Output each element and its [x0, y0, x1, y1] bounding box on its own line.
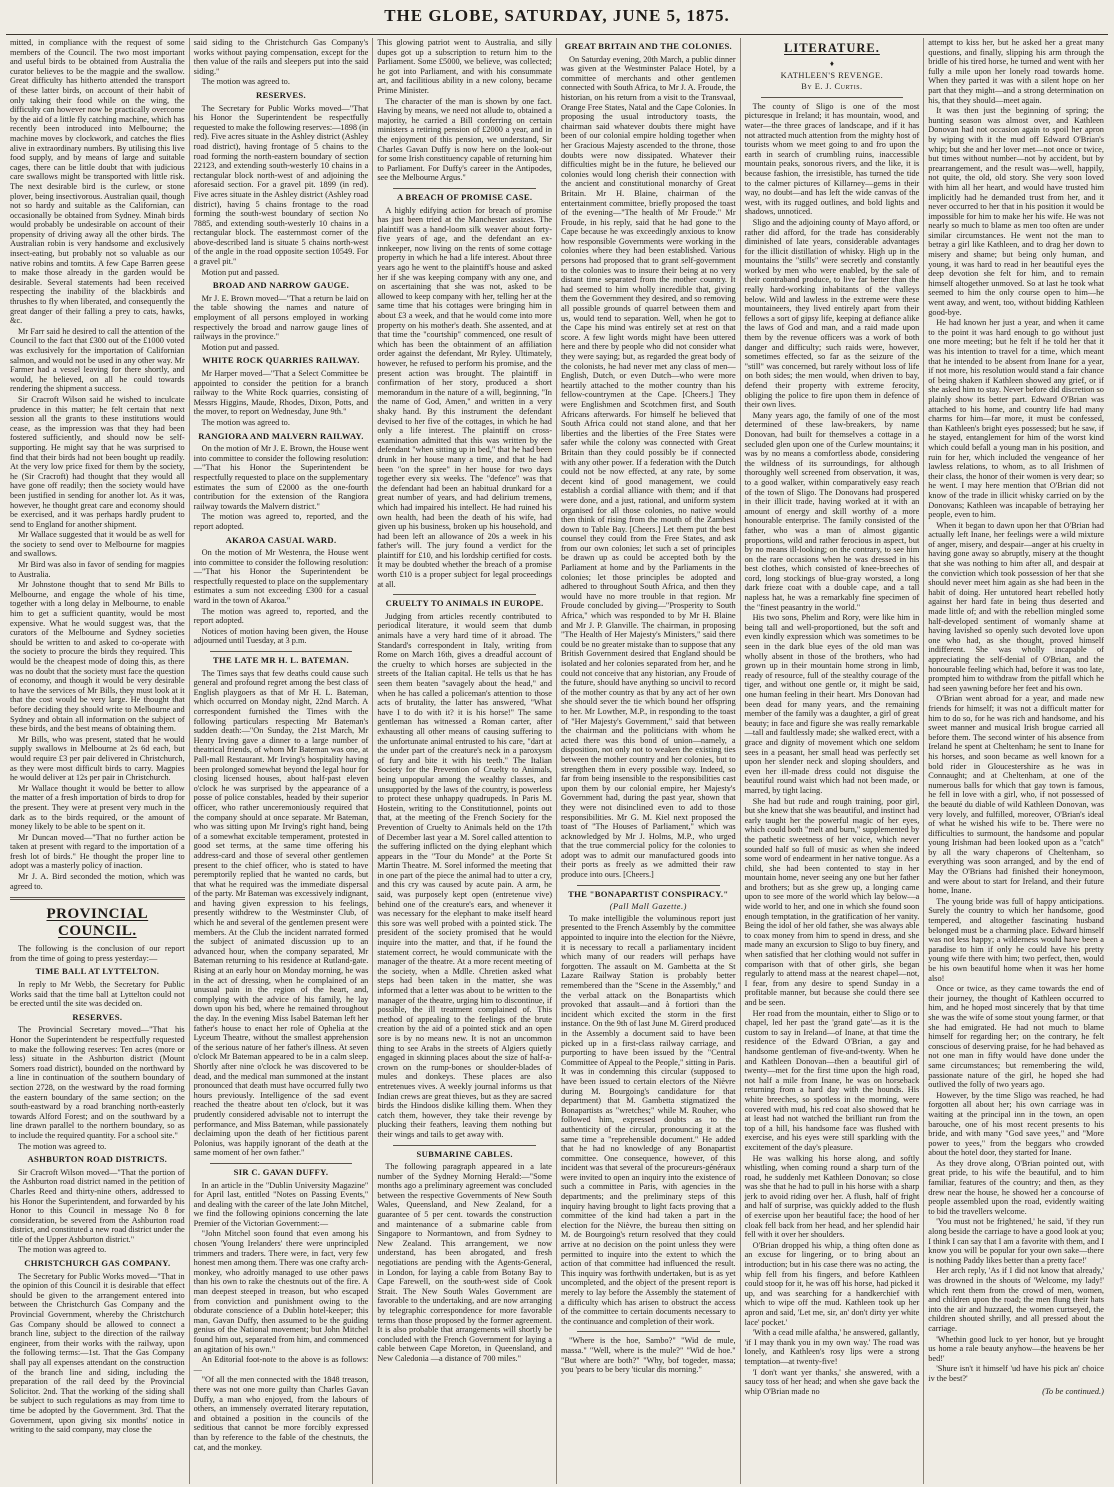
paragraph: "John Mitchel soon found that even among his chosen 'Young Irelanders' there were unprincipled trimmers and traders. There were, in fact, very few honest men among them. There was one crafty arch-monkey, who adroitly managed to use other paws than his own to rake the chestnuts out of the fire. A man deepest steeped in treason, but who escaped from conviction and punishment owing to the obdurate conscience of a Dublin hotel-keeper; this man, Gavan Duffy, then assumed to be the guiding genius of the National movement; but John Mitchel found him out, separated from him, and commenced an agitation of his own." — [193, 1229, 369, 1354]
paragraph: The character of the man is shown by one fact. Having by means, we need not allude to, obtained a majority, he carried a Bill conferring on certain ministers a retiring pension of £2000 a year, and in the enjoyment of this pension, we understand, Sir Charles Gavan Duffy is now here on the look-out for some Irish constituency capable of returning him to Parliament. For Duffy's career in the Antipodes, see the Melbourne Argus." — [377, 96, 552, 183]
column-1 — [6, 38, 190, 1484]
section-rule — [393, 1145, 536, 1146]
paragraph: Mr Bird was also in favor of sending for magpies to Australia. — [10, 560, 185, 579]
paragraph: Judging from articles recently contributed to periodical literature, it would seem that dumb animals have a very hard time of it abroad. The Standard's correspondent in Italy, writing from Rome on March 16th, gives a dreadful account of the cruelty to which horses are subjected in the streets of the Italian capital. He tells us that he has seen them beaten "savagely about the head," and when he has called a policeman's attention to those acts of brutality, the latter has answered, "What have I to do with it? it is his horse!" The same gentleman has witnessed a Roman carter, after exhausting all other means of causing suffering to the unfortunate animal entrusted to his care, "dart at the under part of the creature's neck in a paroxysm of fury and bite it with his teeth." The Italian Society for the Prevention of Cruelty to Animals, being unpopular among the wealthy classes, and unsupported by the laws of the country, is powerless to protect these unhappy quadrupeds. In Paris M. Hostein, writing to the Constitutionnel, points out that, at the meeting of the French Society for the Prevention of Cruelty to Animals held on the 17th of December last year a M. Sorel called attention to the suffering inflicted on the dying elephant which appears in the "Tour du Monde" at the Porte St Martin Theatre. M. Sorel informed the meeting that in one part of the piece the animal had to utter a cry, and this cry was caused by acute pain. A arm, he said, was purposely kept open (entretenue vive) behind one of the creature's ears, and whenever it was necessary for the elephant to make itself heard this sore was well probed with a pointed stick. The president of the society promised that he would inquire into the matter, and that, if he found the statement correct, he would communicate with the manager of the theatre. At a more recent meeting of the society, when a Mdlle. Chretien asked what steps had been taken in the matter, she was informed that a letter was about to be written to the manager of the theatre, urging him to discontinue, if possible, the ill treatment complained of. This method of appealing to the feelings of the brute creation by the aid of a pointed stick and an open sore is by no means new. It is not an uncommon thing to see Arabs in the streets of Algiers quietly engaged in skinning places about the size of half-a-crown on the rump-bones or shoulder-blades of mules and donkeys. These places are also entretenues vives. A weekly journal informs us that Indian crews are great thieves, but as they are sacred birds the Hindoos dislike killing them. When they catch them, however, they take their revenge by plucking their feathers, leaving them nothing but their wings and tails to get away with. — [377, 611, 552, 1139]
paragraph: Mr J. E. Brown moved—"That a return be laid on the table showing the names and nature of employment of all persons employed in working respectively the broad and narrow gauge lines of railways in the province." — [193, 293, 369, 342]
article-heading: A BREACH OF PROMISE CASE. — [396, 191, 533, 202]
paragraph: Motion put and passed. — [201, 267, 280, 277]
paragraph: The motion was agreed to, reported, and the report adopted. — [193, 606, 369, 626]
paragraph: Mr Harper moved—"That a Select Committee be appointed to consider the petition for a branch railway to the White Rock quarries, consisting of Messrs Higgins, Maude, Rhodes, Dixon, Potts, and the mover, to report on Wednesday, June 9th." — [193, 369, 369, 417]
paragraph: Mr Duncan moved—"That no further action be taken at present with regard to the importation of a fresh lot of birds." He thought the proper line to adopt was a masterly policy of inaction. — [10, 832, 185, 871]
paragraph: The Times says that few deaths could cause such general and profound regret among the best class of English playgoers as that of Mr H. L. Bateman, which occurred on Monday night, 22nd March. A correspondent furnished the Times with the following particulars respecting Mr Bateman's sudden death:—"On Sunday, the 21st March, Mr Henry Irving gave a dinner to a large number of theatrical friends, of whom Mr Bateman was one, at Pall-mall Restaurant. Mr Irving's hospitality having been prolonged somewhat beyond the legal hour for closing licensed houses, about half-past eleven o'clock he was surprised by the appearance of a posse of police constables, headed by their superior officer, who rather unceremoniously required that the company should at once separate. Mr Bateman, who was sitting upon Mr Irving's right hand, being of a somewhat excitable temperament, protested in good set terms, at the same time offering his address-card and those of several other gentlemen present to the chief officer, who is stated to have peremptorily replied that he wanted no cards, but that what he required was the immediate dispersal of the party. Mr Bateman was excessively indignant, and having given expression to his feelings, presently withdrew to the Westminster Club, of which he and several of the gentlemen present were members. At the Club the incident narrated formed the subject of animated discussion up to an advanced hour, when the company separated, Mr Bateman returning to his residence at Rutland-gate. Rising at an early hour on Monday morning, he was in the act of dressing, when he complained of an unusual pain in the region of the heart, and, complying with the advice of his family, he lay down upon his bed, where he remained throughout the day. In the evening Miss Isabel Bateman left her father's house to enact her role of Ophelia at the Lyceum Theatre, without the smallest apprehension of the serious nature of her father's illness. At seven o'clock Mr Bateman appeared to be in a calm sleep. Shortly after nine o'clock he was discovered to be dead, and the medical man summoned at the instant pronounced that death must have occurred fully two hours previously. Intelligence of the sad event reached the theatre about ten o'clock, but it was prudently considered advisable not to interrupt the performance, and Miss Bateman, while passionately declaiming upon the death of her fictitious parent Polonius, was happily ignorant of the death at the same moment of her own father." — [193, 668, 369, 1158]
paragraph: The motion was agreed to. — [18, 1245, 107, 1255]
paragraph: To make intelligible the voluminous report just presented to the French Assembly by the committee appointed to inquire into the election for the Nièvre, it is necessary to recall a parliamentary incident which many of our readers will perhaps have forgotten. The assault on M. Gambetta at the St Lazare Railway Station is probably better remembered than the "Scene in the Assembly," and the verbal attack on the Bonapartists which provoked that assault—and à fortiori than the incident which excited the storm in the first instance. On the 9th of last June M. Girerd produced in the Assembly a document said to have been picked up in a first-class railway carriage, and purporting to have been issued by the "Central Committee of Appeal to the People," sitting in Paris. It was in condemning this circular (supposed to have been issued to certain electors of the Nièvre during M. Bourgoing's candidature for that department) that M. Gambetta stigmatized the Bonapartists as "wretches;" while M. Rouher, who followed him, expressed doubts as to the authenticity of the circular, pronouncing it at the same time a "reprehensible document." He added that he had no knowledge of any Bonapartist committee. One consequence, however, of this incident was that several of the procureurs-généraux were invited to open an inquiry into the existence of such a committee in Paris, with agencies in the departments; and the preliminary steps of this inquiry having brought to light facts proving that a committee of the kind had taken a part in the election for the Nièvre, the bureau then sitting on M. de Bourgoing's return resolved that they could arrive at no decision on the point unless they were permitted to inquire into the extent to which the action of that committee had influenced the result. This inquiry was forthwith undertaken, but is as yet uncompleted, and the object of the present report is merely to lay before the Assembly the statement of a difficulty which has arisen to obstruct the access of the committee to certain documents necessary to the continuance and completion of their work. — [560, 913, 736, 1326]
paragraph: It was then just the beginning of spring; the hunting season was almost over, and Kathleen Donovan had not occasion again to spoil her apron by wiping with it the mud off Edward O'Brian's whip; but she and her lover met—not once or twice, but times without number—not by accident, but by prearrangement, and the result was—well, happily, not quite, the old, old story. She very soon loved with him all her heart, and would have trusted him implicitly had he demanded trust from her, and it never occurred to her that in his position it would be impossible for him to make her his wife. He was not nearly so much to blame as men too often are under similar circumstances. He went not the man to betray a girl like Kathleen, and to drag her down to misery and shame; but being only human, and young, it was hard to read in her beautiful eyes the deep devotion she felt for him, and to remain himself altogether unmoved. So at last he took what seemed to him the only course open to him—he went away, and went, too, without bidding Kathleen good-bye. — [928, 106, 1104, 317]
paragraph: Once or twice, as they came towards the end of their journey, the thought of Kathleen occurred to him, and he hoped most sincerely that by that time she was the wife of some stout young farmer, or that she had emigrated. He had not much to blame himself for regarding her; on the contrary, he felt conscious of deserving praise, for he had behaved as not one man in fifty would have done under the same circumstances; but remembering the wild, passionate nature of the girl, he hoped she had outlived the folly of two years ago. — [928, 984, 1104, 1090]
paragraph: Mr J. A. Bird seconded the motion, which was agreed to. — [10, 872, 185, 891]
paragraph: The following paragraph appeared in a late number of the Sydney Morning Herald:—"Some months ago a preliminary agreement was concluded between the respective Governments of New South Wales, Queensland, and New Zealand, for a guarantee of 5 per cent. towards the construction and maintenance of a submarine cable from Singapore to Normantown, and from Sydney to New Zealand. This arrangement, we now understand, has been abrogated, and fresh negotiations are pending with the Agents-General, in London, for laying a cable from Botany Bay to Cape Farewell, on the south-west side of Cook Strait. The New South Wales Government are favorable to the undertaking, and are now arranging by telegraphic correspondence for more favorable terms than those proposed by the former agreement. It is also probable that arrangements will shortly be concluded with the French Government for laying a cable between Cape Moreton, in Queensland, and New Caledonia —a distance of 700 miles." — [377, 1162, 552, 1363]
article-heading: CRUELTY TO ANIMALS IN EUROPE. — [385, 598, 544, 609]
paragraph: On the motion of Mr J. E. Brown, the House went into committee to consider the following resolution:—"That his Honor the Superintendent be respectfully requested to place on the supplementary estimates the sum of £2000 as the one-fourth contribution for the extension of the Rangiora railway towards the Malvern district." — [193, 444, 369, 511]
subheading: AKAROA CASUAL WARD. — [225, 534, 337, 545]
column-3 — [373, 38, 557, 1484]
column-6 — [924, 38, 1108, 1484]
story-author: By E. J. Curtis. — [801, 82, 863, 92]
subheading: ASHBURTON ROAD DISTRICTS. — [27, 1154, 168, 1165]
paragraph: Sir Cracroft Wilson said he wished to inculcate prudence in this matter; he felt certain that next session all the grants to these institutions would cease, as the impression was that they had been fostered sufficiently, and should now be self-supporting. He might say that he was surprised to find that their birds had not been bought up readily. At the very low price fixed for them by the society, he (Sir Cracroft) had thought that they would all have gone off readily; then the society would have been justified in sending for another lot. As it was, however, he thought great care and economy should be exercised, and it was perhaps hardly prudent to send to England for another shipment. — [10, 394, 185, 529]
subheading: RESERVES. — [256, 89, 306, 100]
paragraph: The county of Sligo is one of the most picturesque in Ireland; it has mountain, wood, and water—the three graces of landscape, and if it has not attracted much attention from the mighty host of tourists whom we meet going to and fro upon the earth in search of crumbling ruins, inaccessible mountain peaks, sonorous rivers, and the like, it is because fashion, the irresistible, has turned the tide to the calmer pictures of Killarney—gems in their way, no doubt—and has left the wide canvas of the west, with its rugged outlines, and bold lights and shadows, unnoticed. — [744, 101, 920, 217]
paragraph: As they drove along, O'Brian pointed out, with great pride, to his wife the beautiful, and to him familiar, features of the country; and then, as they drew near the house, he showed her a concourse of people assembled upon the road, evidently waiting to bid the travellers welcome. — [928, 1158, 1104, 1216]
paragraph: In an article in the "Dublin University Magazine" for April last, entitled "Notes on Passing Events," and dealing with the career of the late John Mitchel, we find the following opinions concerning the late Premier of the Victorian Government:— — [193, 1180, 369, 1228]
paragraph: In reply to Mr Webb, the Secretary for Public Works said that the time ball at Lyttelton could not be erected until the site was decided on. — [10, 980, 185, 1009]
literature-heading: LITERATURE. — [784, 41, 880, 55]
paragraph: mitted, in compliance with the request of some members of the Council. The two most important and useful birds to be obtained from Australia the curator believes to be the magpie and the swallow. Great difficulty has hitherto attended the transport of these latter birds, on account of their habit of only taking their food while on the wing, the difficulty can however now be practically overcome by the aid of a little fly catching machine, which has recently been introduced into Melbourne; the machine moves by clockwork, and catches the flies alive in extraordinary numbers. By utilising this live food supply, and by means of large and suitable cages, there can be little doubt that with judicious care swallows might be transported with little risk. The next desirable bird is the curlew, or stone plover, being insectivorous. Australian quail, though not so hardy and suitable as the Californian, can occasionally be obtained from Sydney. Minah birds would probably be undesirable on account of their propensity of driving away all the other birds. The Australian robin is very handsome and exclusively insect-eating, but probably not so valuable as our native robins and tomtits. A few Cape Barren geese to make those already in the garden would be desirable. Several statements had been received respecting the inability of the blackbirds and thrushes to fly when liberated, and consequently the great danger of their falling a prey to cats, hawks, &c. — [10, 38, 185, 326]
paragraph: O'Brian went abroad for a year, and made new friends for himself; it was not a difficult matter for him to do so, for he was rich and handsome, and his sweet manner and musical Irish brogue carried all before them. The second winter of his absence from Ireland he spent at Cheltenham; he sent to Inane for his horses, and soon became as well known for a bold rider in Gloucestershire as he was in Connaught; and at Cheltenham, at one of the numerous balls for which that gay town is famous, he fell in love with a girl, who, if not possessed of the beauté du diable of wild Kathleen Donovan, was very lovely, and fulfilled, moreover, O'Brian's ideal of what he wished his wife to be. There were no difficulties to surmount, the handsome and popular young Irishman had been looked upon as a "catch" by all the wary chaperons of Cheltenham, so everything was soon arranged, and by the end of May the O'Brians had finished their honeymoon, and were about to start for Ireland, and their future home, Inane. — [928, 694, 1104, 896]
paragraph: The motion was agreed to, reported, and the report adopted. — [193, 512, 369, 531]
paragraph: The motion was agreed to. — [201, 77, 290, 87]
paragraph: 'I don't want yer thanks,' she answered, with a saucy toss of her head; and when she gave back the whip O'Brian made no — [744, 1367, 920, 1396]
paragraph: His two sons, Phelim and Rory, were like him in being tall and well-proportioned, but the soft and even kindly expression which was sometimes to be seen in the dark blue eyes of the old man was wholly absent in those of the brothers, who had grown up in their mountain home strong in limb, ready of resource, full of the stealthy courage of the tiger, and without one gentle or, it might be said, one human feeling in their heart. Mrs Donovan had been dead for many years, and the remaining member of the family was a daughter, a girl of great beauty; in face and figure she was really remarkable—tall and faultlessly made; she walked erect, with a grace and dignity of movement which one seldom sees in a peasant, her small head was perfectly set upon her slender neck and sloping shoulders, and even her ill-made dress could not disguise the beautiful round waist which had not been made, or marred, by tight lacing. — [744, 613, 920, 795]
section-rule — [393, 188, 536, 189]
paragraph: This glowing patriot went to Australia, and silly dupes got up a subscription to return him to the Parliament. Some £5000, we believe, was collected; he got into Parliament, and with his consummate art, and facilitious ability in a new colony, became Prime Minister. — [377, 38, 552, 95]
paragraph: The following is the conclusion of our report from the time of going to press yesterday:— — [10, 944, 185, 963]
subheading: RANGIORA AND MALVERN RAILWAY. — [198, 430, 364, 441]
paragraph: Her arch reply, 'As if I did not know that already,' was drowned in the shouts of 'Welcome, my lady!' which rent them from the crowd of men, women, and children upon the road; the men flung their hats into the air and huzzaed, the women curtseyed, the children shouted shrilly, and all pressed about the carriage. — [928, 1266, 1104, 1333]
masthead-rule — [6, 34, 1108, 35]
subheading: CHRISTCHURCH GAS COMPANY. — [24, 1258, 171, 1269]
paragraph: He was walking his horse along, and softly whistling, when coming round a sharp turn of the road, he suddenly met Kathleen Donovan; so close was she that he had to pull in his horse with a sharp jerk to avoid riding over her. A flush, half of fright and half of surprise, was quickly added to the flush of exercise upon her beautiful face; the hood of her cloak fell back from her head, and her splendid hair fell with it over her shoulders. — [744, 1153, 920, 1240]
paragraph: He had known her just a year, and when it came to the point it was hard enough to go without just one more meeting; but he felt if he told her that it was his intention to travel for a time, which meant that he intended to be absent from Inane for a year, if not more, his resolution would stand a fair chance of being shaken if Kathleen showed any grief, or if she asked him to stay. Never before did discretion so plainly show its better part. Edward O'Brian was attached to his home, and country life had many charms for him—far more, it must be confessed, than Kathleen's bright eyes possessed; but he saw, if he stayed, entanglement for him of the worst kind which could befall a young man in his position, and ruin for her, which included the vengeance of her lawless relations, to whom, as to all Irishmen of their class, the honor of their women is very dear; so he went. I may here mention that O'Brian did not know of the trade in illicit whisky carried on by the Donovans; Kathleen was incapable of betraying her people, even to him. — [928, 318, 1104, 520]
ornament-divider: ♦ — [829, 59, 834, 68]
section-rule — [210, 1163, 353, 1164]
section-rule — [577, 885, 720, 886]
paragraph: 'Whethin good luck to yer honor, but ye brought us home a rale beauty anyhow—the heavens be her bed!' — [928, 1334, 1104, 1363]
paragraph: However, by the time Sligo was reached, he had forgotten all about her; his own carriage was in waiting at the principal inn in the town, an open barouche, one of his most recent presents to his bride, and with many "God save yees," and "More power to yees," from the beggars who crowded about the hotel door, they started for Inane. — [928, 1090, 1104, 1158]
paragraph: Sir Cracroft Wilson moved—"That the portion of the Ashburton road district named in the petition of Charles Reed and thirty-nine others, addressed to his Honor the Superintendent, and forwarded by his Honor to this Council in message No 8 for consideration, be severed from the Ashburton road district, and constituted a new road district under the title of the Upper Ashburton district." — [10, 1167, 185, 1244]
section-rule — [577, 1331, 720, 1332]
article-heading: GREAT BRITAIN AND THE COLONIES. — [564, 41, 733, 51]
columns — [6, 38, 1108, 1484]
paragraph: Motion put and passed. — [201, 342, 280, 352]
story-title: KATHLEEN'S REVENGE. — [780, 70, 884, 80]
provincial-council-heading: PROVINCIAL COUNCIL. — [46, 906, 149, 940]
paragraph: The young bride was full of happy anticipations. Surely the country to which her handsome, good tempered, and altogether fascinating husband belonged must be a charming place. Edward himself was not less happy; a wilderness would have been a paradise to him if only he could have his pretty young wife there with him; two perfect, then, would be his own beautiful home when it was her home also! — [928, 896, 1104, 983]
paragraph: Mr Bills, who was present, stated that he would supply swallows in Melbourne at 2s 6d each, but would require £3 per pair delivered in Christchurch, as they were most difficult birds to carry. Magpies he would deliver at 12s per pair in Christchurch. — [10, 734, 185, 783]
paragraph: Mr Wallace thought it would be better to allow the matter of a fresh importation of birds to drop for the present. They were at present very much in the dark as to the birds required, or the amount of money likely to be able to be spent on it. — [10, 783, 185, 832]
paragraph: 'Shure isn't it himself 'ud have his pick an' choice iv the best?' — [928, 1364, 1104, 1383]
paragraph: attempt to kiss her, but he asked her a great many questions, and finally, slipping his arm through the bridle of his tired horse, he turned and went with her fully a mile upon her lonely road towards home. When they parted it was with a silent hope on her part that they might—and a strong determination on his, that they should—meet again. — [928, 38, 1104, 105]
paragraph: The motion was agreed to. — [18, 1141, 107, 1151]
paragraph: Mr Wallace suggested that it would be as well for the society to send over to Melbourne for magpies and swallows. — [10, 530, 185, 559]
article-heading: THE "BONAPARTIST CONSPIRACY." — [568, 888, 729, 899]
paragraph: Sligo and the adjoining county of Mayo afford, or rather did afford, for the trade has considerably diminished of late years, considerable advantages for the illicit distillation of whisky. High up in the mountains the "stills" were secretly and constantly worked by men who were enabled, by the sale of their contraband produce, to live far better than the really hard-working inhabitants of the valleys below. Wild and lawless in the extreme were these mountaineers, they lived entirely apart from their fellows a sort of gipsy life, keeping at defiance alike the laws of God and man, and a raid made upon them by the revenue officers was a work of both danger and difficulty; such raids were, however, sometimes effected, so far as the seizure of the "still" was concerned, but rarely without loss of life on both sides; the men would, when driven to bay, defend their property with extreme ferocity, obliging the police to fire upon them in defence of their own lives. — [744, 217, 920, 410]
article-heading: SUBMARINE CABLES. — [416, 1148, 513, 1159]
paragraph: "Where is the hoe, Sambo?" "Wid de mule, massa." "Well, where is the mule?" "Wid de hoe." "But where are both?" "Why, bof togeder, massa; you 'pears to be bery 'ticular dis morning." — [560, 1336, 736, 1375]
section-rule — [10, 897, 185, 900]
column-5 — [741, 38, 925, 1484]
to-be-continued: (To be continued.) — [1042, 1385, 1104, 1396]
masthead: THE GLOBE, SATURDAY, JUNE 5, 1875. — [384, 6, 730, 25]
paragraph: Many years ago, the family of one of the most determined of these law-breakers, by name Donovan, had built for themselves a cottage in a secluded glen upon one of the Curlew mountains; it was by no means a comfortless abode, considering the wildness of its surroundings, for although thoroughly well screened from observation, it was, to a good walker, within comparatively easy reach of the town of Sligo. The Donovans had prospered in their illicit trade, having worked at it with an amount of energy and skill worthy of a more honourable enterprise. The family consisted of the father, who was a man of almost gigantic proportions, wild and rather ferocious in aspect, but by no means ill-looking; on the contrary, to see him on the rare occasions when he was dressed in his best clothes, which consisted of knee-breeches of cord, long stockings of blue-gray worsted, a long dark frieze coat with a double cape, and a tall napless hat, he was a remarkably fine specimen of the "finest peasantry in the world." — [744, 410, 920, 612]
paragraph: "Of all the men connected with the 1848 treason, there was not one more guilty than Charles Gavan Duffy, a man who enjoyed, from the labours of others, an immensely overrated literary reputation, and obtained a position in the councils of the seditious that cannot be more forcibly expressed than by reference to the fable of the chestnuts, the cat, and the monkey. — [193, 1375, 369, 1452]
paragraph: The Secretary for Public Works moved—"That his Honor the Superintendent be respectfully requested to make the following reserves:—1898 (in red). Five acres situate in the Ashley district (Ashley road district), having frontage of 5 chains to the road forming the north-eastern boundary of section 22123, and extending south-westerly 10 chains in a rectangular block north-west of and adjoining the aforesaid section. For a gravel pit. 1899 (in red). Five acres situate in the Ashley district (Ashley road district), having 5 chains frontage to the road forming the south-west boundary of section No 7885, and extending south-westerly 10 chains in a rectangular block. The easternmost corner of the above-described land is situate 5 chains north-west of the angle in the road opposite section 10549. For a gravel pit." — [193, 103, 369, 267]
paragraph: She had but rude and rough training, poor girl, but she knew that she was beautiful, and instinct had early taught her the powerful magic of her eyes, which could both "melt and burn," supplemented by the pathetic sweetness of her voice, which never sounded half so full of music as when she indeed some word of endearment in her native tongue. As a child, she had been contented to stay in her mountain home, never seeing any one but her father and brothers; but as she grew up, a longing came upon to see more of the world which lay below—a wide world to her, and one in which she found soon enough temptation, in the gratification of her vanity. Being the idol of her old father, she was always able to coax money from him to spend in dress, and she made many an excursion to Sligo to buy finery, and when satisfied that her clothing would not suffer in comparison with that of other girls, she began regularly to attend mass at the nearest chapel—not, I fear, from any desire to spend Sunday in a profitable manner, but because she could there see and be seen. — [744, 796, 920, 1007]
subheading: RESERVES. — [72, 1011, 123, 1022]
paragraph: When it began to dawn upon her that O'Brian had actually left Inane, her feelings were a wild mixture of anger, misery, and despair—anger at his cruelty in having gone away so abruptly, misery at the thought that she was nothing to him after all, and despair at the conviction which took possession of her that she should never meet him again as she had been in the habit of doing. Her untutored heart rebelled hotly against her hard fate in being thus deserted and made little of; and with the rebellion mingled some half-developed sentiment of womanly shame at having lavished so openly such devoted love upon one who had, as she thought, proved himself indifferent. She was wholly incapable of appreciating the self-denial of O'Brian, and the honourable feeling which had, before it was too late, prompted him to withdraw from the pitfall which he had seen yawning before her feet and his own. — [928, 520, 1104, 693]
paragraph: Her road from the mountain, either to Sligo or to chapel, led her past the 'grand gate'—as it is the custom to say in Ireland—of Inane, at that time the residence of the Edward O'Brian, a gay and handsome gentleman of five-and-twenty. When he and Kathleen Donovan—then a beautiful girl of twenty—met for the first time upon the high road, not half a mile from Inane, he was on horseback returning from a hard day with the hounds. His white breeches, so spotless in the morning, were covered with mud, his red coat also showed that he at least had not watched the brilliant run from the top of a hill, his handsome face was flushed with exercise, and his eyes were still sparkling with the excitement of the day's pleasure. — [744, 1008, 920, 1152]
paragraph: 'With a cead mille afaltha,' he answered, gallantly, 'if I may thank you in my own way.' The road was lonely, and Kathleen's rosy lips were a strong temptation—at twenty-five! — [744, 1328, 920, 1366]
article-heading: SIR C. GAVAN DUFFY. — [233, 1166, 329, 1177]
paragraph: Mr Johnstone thought that to send Mr Bills to Melbourne, and engage the whole of his time, together with a long delay in Melbourne, to enable him to get a sufficient quantity, would be most expensive. What he would suggest was, that the curators of the Melbourne and Sydney societies should be written to and asked to co-operate with the society to procure the birds they required. This would be the cheapest mode of doing this, as there was no doubt that the society must face the question of economy, and though it would be very desirable to have the services of Mr Bills, they must look at it that the cost would be very large. He thought that before deciding they should write to Melbourne and Sydney and obtain all information on the subject of these birds, and the best means of obtaining them. — [10, 580, 185, 734]
paragraph: On the motion of Mr Westenra, the House went into committee to consider the following resolution:—"That his Honor the Superintendent be respectfully requested to place on the supplementary estimates a sum not exceeding £300 for a casual ward in the town of Akaroa." — [193, 548, 369, 606]
section-rule — [210, 651, 353, 652]
paragraph: The Provincial Secretary moved—"That his Honor the Superintendent be respectfully requested to make the following reserves: Ten acres (more or less) situate in the Ashburton district (Mount Somers road district), bounded on the northward by a line in continuation of the southern boundary of section 2728, on the westward by the road forming the eastern boundary of the same section; on the south-eastward by a road branching north-easterly towards Alford Forest; and on the southward by a line drawn parallel to the northern boundary, so as to include the required quantity. For a school site." — [10, 1025, 185, 1140]
subheading: TIME BALL AT LYTTELTON. — [35, 966, 160, 977]
paragraph: 'You must not be frightened,' he said, 'if they run along beside the carriage to have a good look at you; I think I can say that I am a favorite with them, and I know you will be popular for your own sake—there is nothing Paddy likes better than a pretty face!' — [928, 1217, 1104, 1265]
subheading: WHITE ROCK QUARRIES RAILWAY. — [202, 355, 360, 366]
subheading: BROAD AND NARROW GAUGE. — [212, 280, 350, 291]
paragraph: On Saturday evening, 20th March, a public dinner was given at the Westminster Palace Hotel, by a committee of merchants and other gentlemen connected with South Africa, to Mr J. A. Froude, the historian, on his return from a visit to the Transvaal, Orange Free States, Natal and the Cape Colonies. In proposing the usual introductory toasts, the chairman said whatever doubts there might have been of our colonial empire holding together when her Gracious Majesty ascended to the throne, those doubts were now dissipated. Whatever their difficulties might be in the future, he believed our colonies would long cherish their connection with the ancient and constitutional monarchy of Great Britain. Mr H. Blaine, chairman of the entertainment committee, briefly proposed the toast of the evening—"The health of Mr Froude." Mr Froude, in his reply, said that he had gone to the Cape because he was exceedingly anxious to know how responsible Governments were working in the colonies where they had been established. Various persons had proposed that to grant self-government to the colonies was to insure their being at no very distant time separated from the mother country. It had seemed to him wholly incredible that, giving them the Government they desired, and so removing all possible grounds of quarrel between them and us, would tend to separation. Well, when he got to the Cape his mind was entirely set at rest on that score. A few light words might have been uttered here and there by people who did not consider what they were saying; but, as regarded the great body of the colonists, he had never met any class of men—English, Dutch, or even Dutch—who were more heartily attached to the mother country than his fellow-countrymen at the Cape. [Cheers.] They were Englishmen and Scotchmen first, and South Africans afterwards. For himself he believed that South Africa could not stand alone, and that her liberties and the liberties of the Free States were safer while the colony was connected with Great Britain than they could possibly be if connected with any other power. If a federation with the Dutch could not be now effected, at any rate, by some decent kind of good management, we could establish a cordial alliance with them; and if that were done, and a just, rational, and uniform system organised for all those colonies, no native would then think of rising from the mouth of the Zambesi down to Table Bay. [Cheers.] Let them put the best counsel they could from the Free States, and ask from our own colonies; let such a set of principles be drawn up as could be accepted both by the Parliament at home and by the Parliaments in the colonies; let those principles be adopted and adhered to throughout South Africa, and then they would have no more trouble in that region. Mr Froude concluded by giving—"Prosperity to South Africa," which was responded to by Mr H. Blaine and Mr J. P. Glanville. The chairman, in proposing "The Health of Her Majesty's Ministers," said there could be no greater mistake than to suppose that any British Government desired that England should be isolated and her colonies separated from her, and he could not conceive that any historian, any Froude of the future, should have anything so uncivil to record of the mother country as that by any act of her own she should sever the tie which bound her offspring to her. Mr Lowther, M.P., in responding to the toast of "Her Majesty's Government," said that between the chairman and the politicians with whom he acted there was this bond of union—namely, a disposition, not only not to weaken the existing ties between the mother country and her colonies, but to strengthen them in every possible way. Indeed, so far from being insensible to the responsibilities cast upon them by our colonial empire, her Majesty's Government had, during the past year, shown that they were not disinclined even to add to those responsibilities. Mr G. M. Kiel next proposed the toast of "The Houses of Parliament," which was acknowledged by Mr J. Holms, M.P., who urged that the true commercial policy for the colonies to adopt was to admit our manufactured goods into their ports as freely as we admitted their raw produce into ours. [Cheers.] — [560, 54, 736, 880]
column-2 — [190, 38, 374, 1484]
section-rule — [393, 594, 536, 595]
column-4 — [557, 38, 741, 1484]
paragraph: An Editorial foot-note to the above is as follows:— — [193, 1355, 369, 1374]
article-source: (Pall Mall Gazette.) — [609, 902, 687, 912]
section-rule — [761, 97, 904, 98]
paragraph: said siding to the Christchurch Gas Company's works without paying compensation, except for the then value of the rails and sleepers put into the said siding." — [193, 38, 369, 76]
paragraph: The Secretary for Public Works moved—"That in the opinion of this Council it is desirable that effect should be given to the arrangement entered into between the Christchurch Gas Company and the Provincial Government, whereby the Christchurch Gas Company should be allowed to connect a branch line, subject to the direction of the railway engineer, from their works with the railway, upon the following terms:—1st. That the Gas Company shall pay all expenses attendant on the construction of the branch line and siding, including the preparation of the rail deed by the Provincial Solicitor. 2nd. That the working of the siding shall be subject to such regulations as may from time to time be adopted by the Government. 3rd. That the Government, upon giving six months' notice in writing to the said company, may close the — [10, 1271, 185, 1435]
paragraph: A highly edifying action for breach of promise has just been tried at the Manchester assizes. The plaintiff was a hand-loom silk weaver about forty-five years of age, and the defendant an ex-innkeeper, now living on the rents of some cottage property in which he had a life interest. About three years ago he went to the plaintiff's house and asked her if she was keeping company with any one, and on ascertaining that she was not, asked to be allowed to keep company with her, telling her at the same time that his cottages were bringing him in about £3 a week, and that he would come into more property on his mother's death. She assented, and at that time the "courtship" commenced, one result of which has been the obtainment of an affiliation order against the defendant, Mr Ryley. Ultimately, however, he refused to perform his promise, and the present action was brought. The plaintiff in confirmation of her story, produced a short memorandum in the nature of a will, beginning, "In the name of God, Amen," and written in a very shaky hand. By this instrument the defendant devised to her five of the cottages, in which he had only a life interest. The plaintiff on cross-examination admitted that this was written by the defendant "when sitting up in bed," that he had been drunk in her house many a time, and that he had been "on the spree" in her house for two days together every six weeks. The "defence" was that the defendant had been an habitual drunkard for a great number of years, and had delirium tremens, which had impaired his intellect. He had ruined his own health, had been the death of his wife, had given up his business, broken up his household, and had been left an allowance of 20s a week in his father's will. The jury found a verdict for the plaintiff for £10, and his lordship certified for costs. It may be doubted whether the breach of a promise worth £10 is a proper subject for legal proceedings at all. — [377, 205, 552, 589]
paragraph: Notices of motion having been given, the House adjourned until Tuesday, at 3 p.m. — [193, 626, 369, 646]
paragraph: Mr Farr said he desired to call the attention of the Council to the fact that £300 out of the £1000 voted was exclusively for the importation of Californian salmon, and would not be used in any other way. Mr Farmer had a vessel leaving for there shortly, and would, he believed, on all he could towards rendering the shipment a success. — [10, 326, 185, 394]
paragraph: The motion was agreed to. — [201, 417, 290, 427]
article-heading: THE LATE MR H. L. BATEMAN. — [213, 655, 349, 666]
paragraph: O'Brian dropped his whip, a thing often done as an excuse for lingering, or to bring about an introduction; but in his case there was no acting, the whip fell from his fingers, and before Kathleen could stoop for it, he was off his horse, had picked it up, and was searching for a handkerchief with which to wipe off the mud. Kathleen took up her apron and said, 'Let me, sir, an' don't dirty yer white lace' pocket.' — [744, 1240, 920, 1327]
